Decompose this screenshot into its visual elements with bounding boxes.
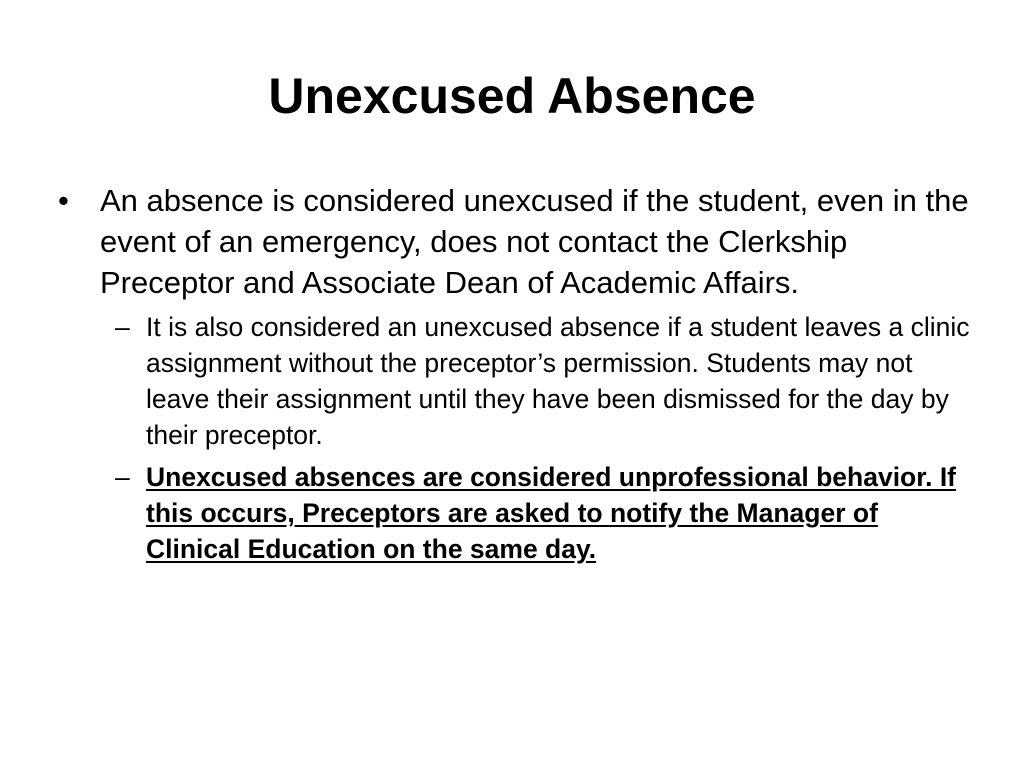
slide-body [58, 180, 978, 573]
sub-bullet-item [115, 309, 978, 453]
dash-marker: – [115, 462, 130, 492]
bullet-item [58, 180, 978, 303]
sub-bullet-list [58, 309, 978, 567]
dash-marker: – [115, 312, 130, 342]
sub-bullet-item-emphasis [115, 459, 978, 567]
bullet-text: An absence is considered unexcused if the student, even in the event of an emergency, does not contact the Clerkship Preceptor and Associate Dean of Academic Affairs. [100, 183, 969, 300]
slide-title: Unexcused Absence [268, 68, 756, 124]
sub-bullet-text: It is also considered an unexcused absence if a student leaves a clinic assignment without the preceptor’s permission. Students may not leave their assignment until they have been dismissed for the day by their preceptor. [146, 312, 970, 450]
bullet-marker: • [58, 183, 69, 218]
emphasized-policy-text: Unexcused absences are considered unprofessional behavior. If this occurs, Preceptors are asked to notify the Manager of Clinical Education on the same day. [146, 462, 957, 564]
